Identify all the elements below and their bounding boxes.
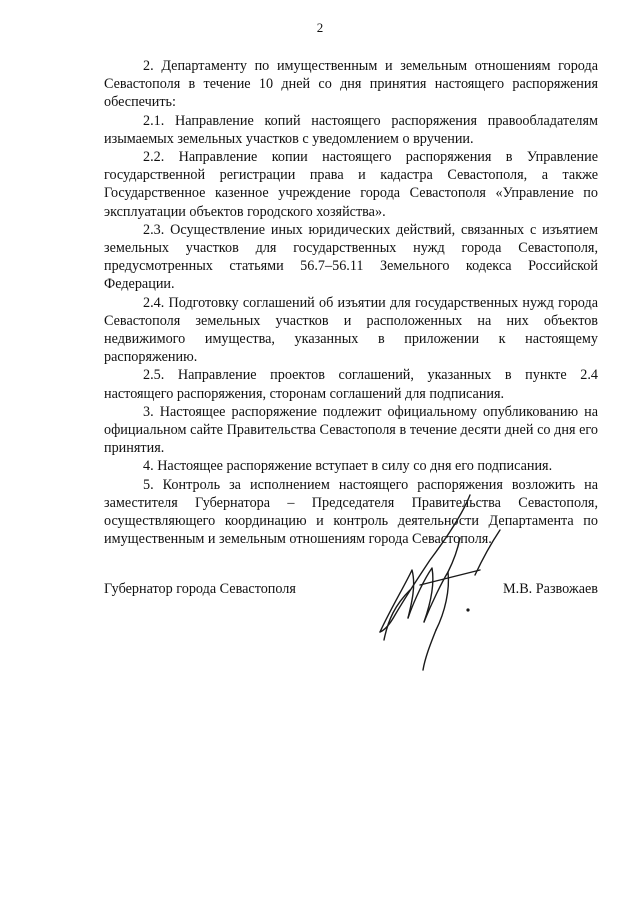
paragraph-2-1: 2.1. Направление копий настоящего распоряжения правообладателям изымаемых земельных участков с уведомлением о вручении. bbox=[104, 112, 598, 147]
page-number: 2 bbox=[316, 20, 324, 35]
document-body bbox=[104, 57, 598, 548]
paragraph-2-5: 2.5. Направление проектов соглашений, указанных в пункте 2.4 настоящего распоряжения, сторонам соглашений для подписания. bbox=[104, 367, 598, 402]
paragraph-5: 5. Контроль за исполнением настоящего распоряжения возложить на заместителя Губернатора – Председателя Правительства Севастополя, осуществляющего координацию и контроль деятельности Департамента по имущественным и земельным отношениям города Севастополя. bbox=[104, 476, 598, 548]
paragraph-2-3: 2.3. Осуществление иных юридических действий, связанных с изъятием земельных участков для государственных нужд города Севастополя, предусмотренных статьями 56.7–56.11 Земельного кодекса Российской Федерации. bbox=[104, 221, 598, 293]
paragraph-2: 2. Департаменту по имущественным и земельным отношениям города Севастополя в течение 10 дней со дня принятия настоящего распоряжения обеспечить: bbox=[104, 58, 598, 111]
handwritten-signature bbox=[350, 490, 550, 680]
paragraph-4: 4. Настоящее распоряжение вступает в силу со дня его подписания. bbox=[143, 458, 553, 475]
paragraph-2-2: 2.2. Направление копии настоящего распоряжения в Управление государственной регистрации права и кадастра Севастополя, а также Государственное казенное учреждение города Севастополя «Управление по эксплуатации объектов городского хозяйства». bbox=[104, 149, 598, 220]
signer-name: М.В. Развожаев bbox=[503, 581, 598, 597]
paragraph-3: 3. Настоящее распоряжение подлежит официальному опубликованию на официальном сайте Правительства Севастополя в течение десяти дней со дня его принятия. bbox=[104, 403, 598, 457]
signer-title: Губернатор города Севастополя bbox=[104, 581, 296, 597]
paragraph-2-4: 2.4. Подготовку соглашений об изъятии для государственных нужд города Севастополя земельных участков и расположенных на них объектов недвижимого имущества, указанных в приложении к настоящему распоряжению. bbox=[104, 294, 598, 366]
